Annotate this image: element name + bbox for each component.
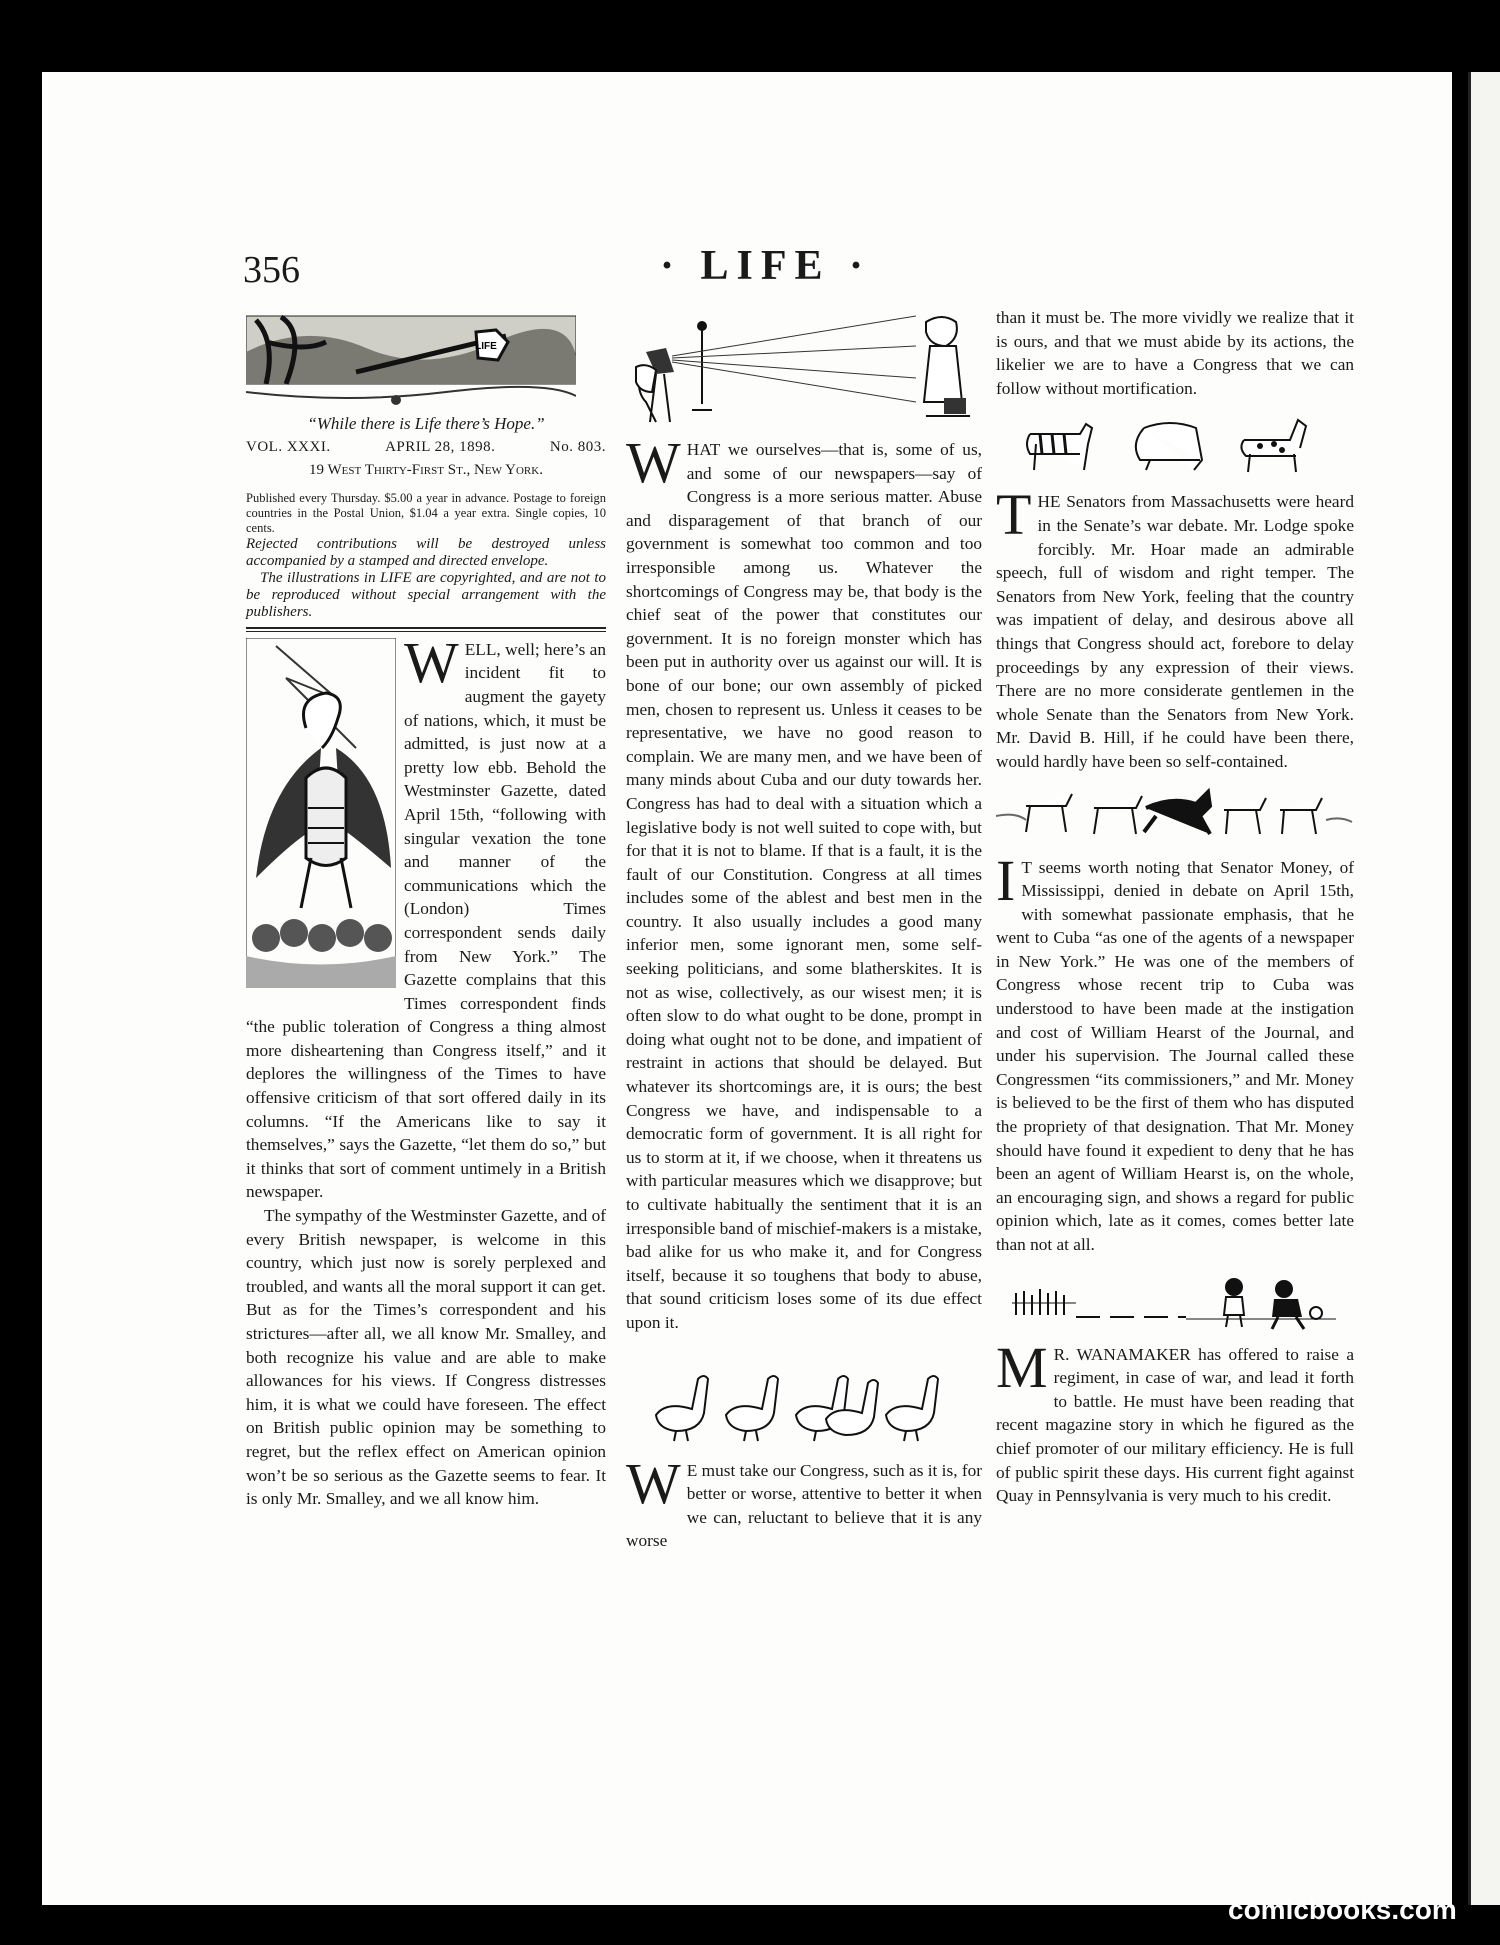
geese-illustration: [646, 1365, 982, 1445]
dropcap-w-2: W: [626, 430, 681, 495]
dropcap-w-1: W: [404, 629, 459, 695]
editorial-1-lead: ELL, well; here’s an incident fit to augment the gayety of nations, which, it must be admitted, is just now at a pretty low ebb. Behold the Westminster Gazette, dated April 15th, “following with singular vexation the tone and manner of the communications which the (London) Times correspondent sends daily from New York.” The Gazette complains that this Times correspondent finds “the public toleration of Congress a thing almost more disheartening than Congress itself,” and it deplores the willingness of the Times to have offensive criticism of that sort offered daily in its columns. “If the Americans like to say it themselves,” says the Gazette, “let them do so,” but it thinks that sort of comment untimely in a British newspaper.: [246, 639, 606, 1202]
column-2: [626, 312, 982, 1553]
column-3: [996, 306, 1354, 1508]
volume-line: [246, 436, 606, 460]
publisher-address: 19 West Thirty-First St., New York.: [309, 462, 543, 479]
editorial-2-text: HAT we ourselves—that is, some of us, and some of our newspapers—say of Congress is a more serious matter. Abuse and disparagement of that branch of our government is somewhat too common and too irresponsible among us. Whatever the shortcomings of Congress may be, that body is the chief seat of the power that constitutes our government. It is no foreign monster which has been put in authority over us against our will. It is bone of our bone; our own assembly of picked men, chosen to represent us. Unless it ceases to be representative, we have no good reason to complain. We are many men, and we have been of many minds about Cuba and our duty towards her. Congress has had to deal with a situation which a legislative body is not well suited to cope with, but for that it is not to blame. If that is a fault, it is the fault of our Constitution. Congress at all times includes some of the ablest and best men in the country. It also usually includes a good many inferior men, some ignorant men, some self-seeking politicians, and some blatherskites. It is not as wise, collectively, as our wisest men; it is often slow to do what ought to be done, prompt in doing what ought not to be done, and impatient of restraint in actions that should be delayed. But whatever its shortcomings are, it is ours; the best Congress we have, and indispensable to a democratic form of government. It is all right for us to storm at it, if we choose, when it threatens us with particular measures which we disapprove; but to cultivate habitually the sentiment that it is an irresponsible band of mischief-makers is a mistake, bad alike for us who make it, and for Congress itself, because it so toughens that body to abuse, that sound criticism loses some of its due effect upon it.: [626, 440, 982, 1332]
copyright-notice: The illustrations in LIFE are copyrighted, and are not to be reproduced without special arrangement with the publishers.: [246, 569, 606, 620]
dropcap-t: T: [996, 482, 1032, 548]
header-banner-illustration: [246, 312, 606, 412]
issue-date: APRIL 28, 1898.: [385, 438, 496, 455]
editorial-6-text: R. WANAMAKER has offered to raise a regiment, in case of war, and lead it forth to battle. He must have been reading that recent magazine story in which he figured as the chief promoter of our military efficiency. He is full of public spirit these days. His current fight against Quay in Pennsylvania is very much to his credit.: [996, 1344, 1354, 1506]
banner-label: LIFE: [475, 341, 497, 352]
dropcap-m: M: [996, 1334, 1048, 1400]
editorial-3-text: E must take our Congress, such as it is, for better or worse, attentive to better it when we can, reluctant to believe that it is any worse: [626, 1460, 982, 1551]
editorial-5-text: T seems worth noting that Senator Money, of Mississippi, denied in debate on April 15th, with somewhat passionate emphasis, that he went to Cuba “as one of the agents of a newspaper in New York.” He was one of the members of Congress whose recent trip to Cuba was understood to have been made at the instigation and cost of William Hearst of the Journal, and under his supervision. The Journal called these Congressmen “its commissioners,” and Mr. Money is believed to be the first of them who has disputed the propriety of that designation. That Mr. Money should have found it expedient to deny that he has been an agent of William Hearst is, on the whole, an encouraging sign, and shows a regard for public opinion which, late as it comes, comes better late than not at all.: [996, 857, 1354, 1254]
subscription-notice: Published every Thursday. $5.00 a year in advance. Postage to foreign countries in the Postal Union, $1.04 a year extra. Single copies, 10 cents.: [246, 490, 606, 535]
animals-illustration: [1020, 414, 1354, 480]
editorial-1-para-2: The sympathy of the Westminster Gazette, and of every British newspaper, is welcome in this country, which just now is sorely perplexed and troubled, and wants all the moral support it can get. But as for the Times’s correspondent and his strictures—after all, we all know Mr. Smalley, and both recognize his value and are able to make allowances for his views. If Congress distresses him, it is what we could have foreseen. The effect on British public opinion may be something to regret, but the reflex effect on American opinion won’t be so serious as the Gazette seems to fear. It is only Mr. Smalley, and we all know him.: [246, 1206, 606, 1509]
rejected-contributions-notice: Rejected contributions will be destroyed unless accompanied by a stamped and directed envelope.: [246, 535, 606, 569]
issue-number: No. 803.: [549, 438, 606, 455]
dropcap-i: I: [996, 847, 1016, 913]
page-number: 356: [243, 249, 300, 291]
column-1: [246, 312, 606, 1511]
adjacent-page-edge: [1468, 72, 1500, 1905]
horses-illustration: [996, 786, 1354, 842]
children-illustration: [1006, 1273, 1354, 1333]
watermark: comicbooks.com: [1228, 1894, 1457, 1925]
dropcap-w-3: W: [626, 1450, 681, 1516]
editorial-3-continued: than it must be. The more vividly we realize that it is ours, and that we must abide by its actions, the likelier we are to have a Congress that we can follow without mortification.: [996, 308, 1354, 398]
masthead: · LIFE ·: [660, 243, 872, 289]
camera-cartoon-illustration: [626, 312, 982, 424]
editorial-4-text: HE Senators from Massachusetts were heard in the Senate’s war debate. Mr. Lodge spoke forcibly. Mr. Hoar made an admirable speech, full of wisdom and right temper. The Senators from New York, feeling that the country was impatient of delay, and desirous above all things that Congress should act, forebore to delay proceedings by any expression of their views. There are no more considerate gentlemen in the whole Senate than the Senators from New York. Mr. David B. Hill, if he could have been there, would hardly have been so self-contained.: [996, 492, 1354, 771]
volume: VOL. XXXI.: [246, 438, 331, 455]
motto: “While there is Life there’s Hope.”: [307, 414, 545, 433]
eagle-cartoon-illustration: [246, 638, 396, 988]
